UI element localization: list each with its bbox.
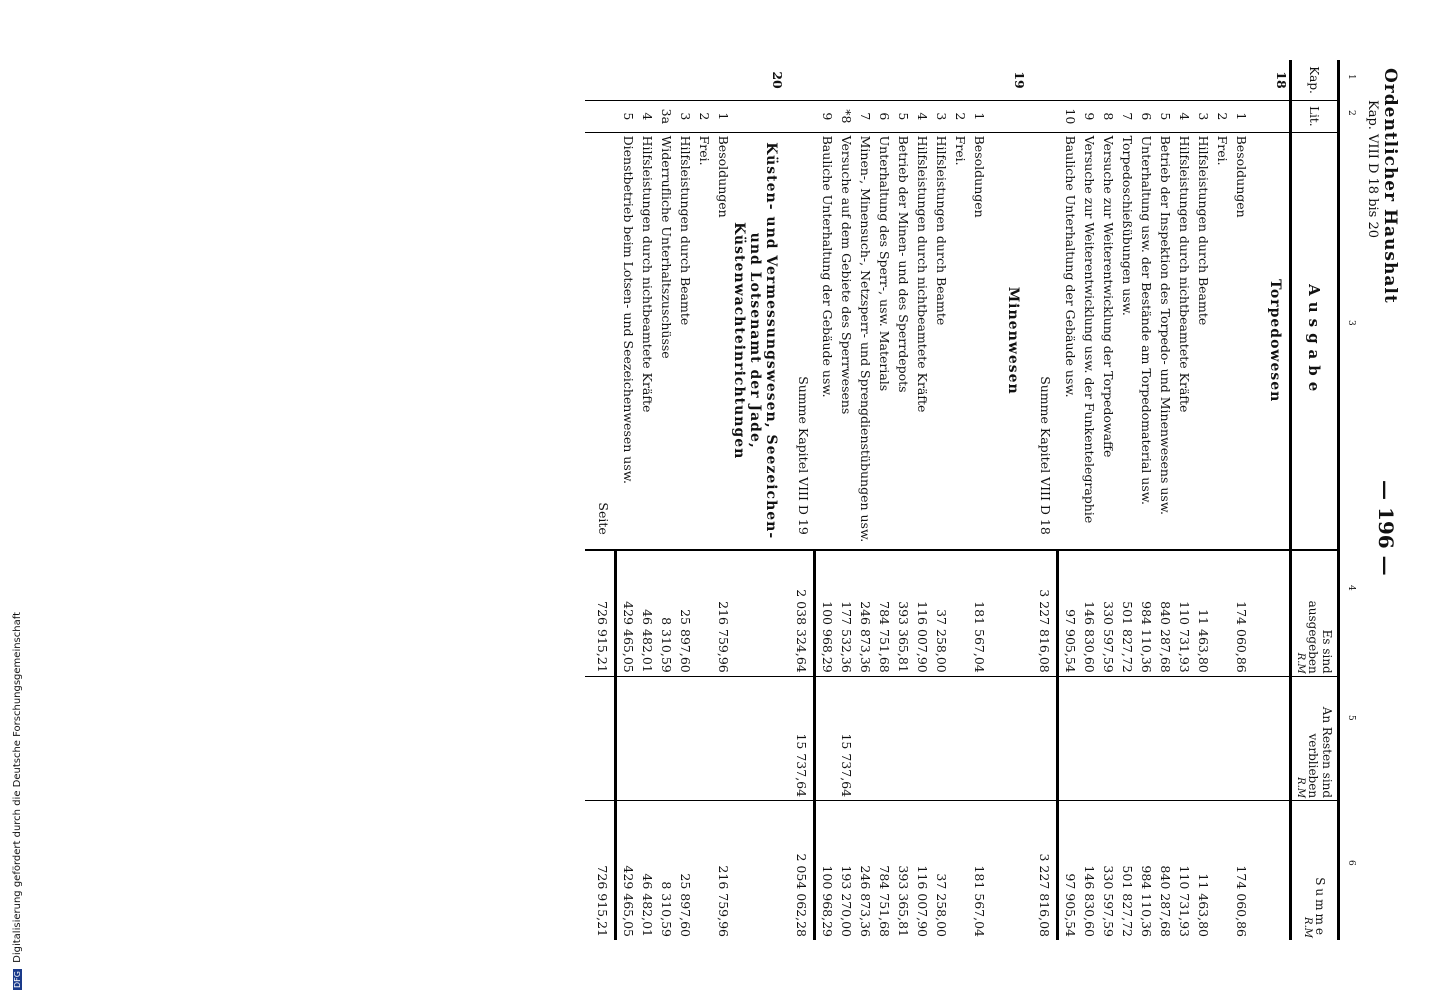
col-resten-label: An Resten sind verblieben [1306,706,1334,799]
row-description: Torpedoschießübungen usw. [1116,132,1135,550]
empty [1249,801,1291,940]
summe-value: 330 597,59 [1101,865,1116,937]
kap-empty [1154,60,1173,101]
lit-empty [988,101,1028,133]
col-number: 1 [1346,74,1356,80]
col-ausgabe: Ausgabe [1291,132,1339,550]
col-summe-label: Summe [1313,877,1327,938]
table-row [950,60,969,940]
kap-empty [893,60,912,101]
ausgegeben-value: 393 365,81 [893,550,912,676]
summe-value: 8 310,59 [659,881,674,937]
kap-empty [931,60,950,101]
kap-empty [586,60,616,101]
total-resten [1028,676,1058,800]
summe-value: 25 897,60 [678,873,693,937]
kap-empty [836,60,855,101]
kap-empty [636,60,655,101]
row-description: Minen-, Minensuch-, Netzsperr- und Sprengdienstübungen usw. [855,132,874,550]
kap-empty [815,60,836,101]
empty [731,550,785,676]
total-summe: 3 227 816,08 [1028,801,1058,940]
total-row [785,60,815,940]
ledger-table [586,60,1341,940]
col-resten [1291,676,1339,800]
lit-number: 2 [693,101,712,133]
summe-value: 97 905,54 [1063,873,1078,937]
ausgegeben-value: 146 830,60 [1078,550,1097,676]
row-description: Frei. [693,132,712,550]
lit-number: 1 [969,101,988,133]
table-row [1230,60,1249,940]
summe-value: 393 365,81 [896,865,912,937]
summe-value: 11 463,80 [1196,873,1211,937]
lit-number: 2 [1211,101,1230,133]
ausgegeben-value: 25 897,60 [674,550,693,676]
ledger-body [586,60,1291,940]
kap-empty [1135,60,1154,101]
ausgegeben-value: 181 567,04 [969,550,988,676]
ausgegeben-value: 177 532,36 [836,550,855,676]
resten-value [693,676,712,800]
kap-empty [674,60,693,101]
ausgegeben-value: 97 905,54 [1058,550,1079,676]
empty [988,550,1028,676]
row-description: Besoldungen [969,132,988,550]
row-description: Hilfsleistungen durch nichtbeamtete Kräfte [912,132,931,550]
row-description: Dienstbetrieb beim Lotsen- und Seezeichenwesen usw. [616,132,637,550]
section-title: Küsten- und Vermessungswesen, Seezeichen- und Lotsenamt der Jade, Küstenwachteinrichtungen [731,132,785,550]
table-row [1097,60,1116,940]
total-resten: 15 737,64 [785,676,815,800]
table-row [855,60,874,940]
col-ausgegeben [1291,550,1339,676]
summe-value: 429 465,05 [621,865,636,937]
row-description: Versuche zur Weiterentwicklung usw. der Funkentelegraphie [1078,132,1097,550]
summe-value: 100 968,29 [820,865,836,937]
summe-value: 37 258,00 [934,873,950,937]
total-ausgegeben: 2 038 324,64 [785,550,815,676]
lit-number: 7 [1116,101,1135,133]
empty [731,801,785,940]
currency-label: R.M [1295,777,1306,799]
footer-text: Digitalisierung gefördert durch die Deutsche Forschungsgemeinschaft [12,612,23,963]
ausgegeben-value [950,550,969,676]
resten-value: 15 737,64 [836,676,855,800]
total-summe: 726 915,21 [586,801,616,940]
page-number: — 196 — [1374,480,1398,576]
resten-value [1058,676,1079,800]
ausgegeben-value [693,550,712,676]
section-title-row [1249,60,1291,940]
ausgegeben-value: 984 110,36 [1135,550,1154,676]
total-resten [586,676,616,800]
row-description: Hilfsleistungen durch nichtbeamtete Kräfte [636,132,655,550]
resten-value [1097,676,1116,800]
ausgegeben-value: 37 258,00 [931,550,950,676]
page-header [1364,60,1400,940]
summe-value: 174 060,86 [1234,865,1249,937]
summe-value: 246 873,36 [858,865,874,937]
row-description: Betrieb der Inspektion des Torpedo- und Minenwesens usw. [1154,132,1173,550]
summe-value: 116 007,90 [915,865,931,937]
ausgegeben-value: 116 007,90 [912,550,931,676]
table-row [1192,60,1211,940]
table-row [693,60,712,940]
kap-empty [1078,60,1097,101]
lit-number: 4 [636,101,655,133]
table-row [893,60,912,940]
resten-value [1154,676,1173,800]
dfg-footer [12,590,23,990]
summe-value: 501 827,72 [1120,865,1135,937]
total-label: Summe Kapitel VIII D 19 [785,132,815,550]
row-description: Frei. [1211,132,1230,550]
kap-empty [1192,60,1211,101]
col-kap: Kap. [1291,60,1339,101]
table-row [616,60,637,940]
lit-number: 7 [855,101,874,133]
kap-empty [1116,60,1135,101]
section-title-row [731,60,785,940]
ausgegeben-value: 330 597,59 [1097,550,1116,676]
table-row [969,60,988,940]
empty [1249,550,1291,676]
summe-value: 110 731,93 [1177,865,1192,937]
col-ausgegeben-label: Es sind ausgegeben [1306,600,1334,674]
kap-number: 18 [1249,60,1291,101]
table-row [1173,60,1192,940]
lit-number: 6 [874,101,893,133]
kap-empty [1097,60,1116,101]
kap-empty [1028,60,1058,101]
section-title-row [988,60,1028,940]
lit-number: 5 [1154,101,1173,133]
lit-number: 10 [1058,101,1079,133]
lit-number: 3a [655,101,674,133]
row-description: Betrieb der Minen- und des Sperrdepots [893,132,912,550]
ausgegeben-value: 429 465,05 [616,550,637,676]
resten-value [1173,676,1192,800]
lit-number: 8 [1097,101,1116,133]
lit-empty [1249,101,1291,133]
summe-value: 984 110,36 [1139,865,1154,937]
ausgegeben-value: 46 482,01 [636,550,655,676]
ausgegeben-value: 840 287,68 [1154,550,1173,676]
row-description: Hilfsleistungen durch Beamte [1192,132,1211,550]
kap-empty [969,60,988,101]
table-row [636,60,655,940]
kap-empty [712,60,731,101]
ausgegeben-value: 8 310,59 [655,550,674,676]
dfg-logo: DFG [13,971,22,988]
row-description: Versuche zur Weiterentwicklung der Torpedowaffe [1097,132,1116,550]
resten-value [931,676,950,800]
kap-empty [1173,60,1192,101]
currency-label: R.M [1302,917,1313,938]
rotated-page [90,60,1400,940]
table-row [1058,60,1079,940]
summe-value: 216 759,96 [716,865,731,937]
lit-number: 1 [712,101,731,133]
table-row [931,60,950,940]
lit-number: 9 [815,101,836,133]
ausgegeben-value: 246 873,36 [855,550,874,676]
kap-empty [616,60,637,101]
resten-value [636,676,655,800]
section-title: Torpedowesen [1249,132,1291,550]
lit-number: 4 [912,101,931,133]
col-number: 4 [1346,585,1356,591]
col-number: 6 [1346,860,1356,866]
lit-number: 9 [1078,101,1097,133]
col-lit: Lit. [1291,101,1339,133]
resten-value [655,676,674,800]
row-description: Bauliche Unterhaltung der Gebäude usw. [1058,132,1079,550]
table-row [1116,60,1135,940]
lit-empty [1028,101,1058,133]
col-number: 5 [1346,715,1356,721]
lit-number: *8 [836,101,855,133]
kap-empty [785,60,815,101]
ausgegeben-value: 216 759,96 [712,550,731,676]
ausgegeben-value: 11 463,80 [1192,550,1211,676]
row-description: Widerrufliche Unterhaltszuschüsse [655,132,674,550]
resten-value [815,676,836,800]
row-description: Besoldungen [712,132,731,550]
lit-empty [731,101,785,133]
resten-value [1116,676,1135,800]
row-description: Hilfsleistungen durch Beamte [674,132,693,550]
section-title: Minenwesen [988,132,1028,550]
total-ausgegeben: 726 915,21 [586,550,616,676]
summe-value: 840 287,68 [1158,865,1173,937]
lit-number: 1 [1230,101,1249,133]
resten-value [1211,676,1230,800]
resten-value [1078,676,1097,800]
summe-value: 181 567,04 [972,865,988,937]
lit-number: 3 [931,101,950,133]
kap-empty [1211,60,1230,101]
resten-value [969,676,988,800]
kap-number: 20 [731,60,785,101]
total-label: Summe Kapitel VIII D 18 [1028,132,1058,550]
kap-empty [693,60,712,101]
table-row [712,60,731,940]
summe-value [1211,801,1230,940]
lit-number: 5 [893,101,912,133]
kap-empty [912,60,931,101]
lit-number: 3 [1192,101,1211,133]
total-label: Seite [586,132,616,550]
table-row [836,60,855,940]
total-row [1028,60,1058,940]
resten-value [893,676,912,800]
currency-label: R.M [1295,652,1306,674]
summe-value: 46 482,01 [640,873,655,937]
resten-value [674,676,693,800]
row-description: Besoldungen [1230,132,1249,550]
lit-empty [785,101,815,133]
ausgegeben-value: 100 968,29 [815,550,836,676]
empty [988,801,1028,940]
total-ausgegeben: 3 227 816,08 [1028,550,1058,676]
kap-empty [1230,60,1249,101]
header-row [1291,60,1339,940]
lit-number: 3 [674,101,693,133]
kap-empty [950,60,969,101]
resten-value [1192,676,1211,800]
ausgegeben-value: 501 827,72 [1116,550,1135,676]
lit-number: 2 [950,101,969,133]
resten-value [1135,676,1154,800]
lit-empty [586,101,616,133]
row-description: Unterhaltung des Sperr-, usw. Materials [874,132,893,550]
table-row [912,60,931,940]
col-number: 3 [1346,320,1356,326]
column-numbers [1342,60,1356,940]
kap-empty [874,60,893,101]
resten-value [874,676,893,800]
ausgegeben-value [1211,550,1230,676]
table-row [1078,60,1097,940]
ausgegeben-value: 784 751,68 [874,550,893,676]
total-summe: 2 054 062,28 [785,801,815,940]
table-row [674,60,693,940]
summe-value: 146 830,60 [1082,865,1097,937]
row-description: Hilfsleistungen durch Beamte [931,132,950,550]
table-row [1211,60,1230,940]
kap-empty [655,60,674,101]
resten-value [855,676,874,800]
summe-value [950,801,969,940]
table-row [815,60,836,940]
resten-value [616,676,637,800]
table-row [874,60,893,940]
resten-value [950,676,969,800]
summe-value [693,801,712,940]
total-row [586,60,616,940]
row-description: Unterhaltung usw. der Bestände am Torpedomaterial usw. [1135,132,1154,550]
lit-number: 4 [1173,101,1192,133]
page-title: Ordentlicher Haushalt [1380,68,1400,304]
page-subtitle: Kap. VIII D 18 bis 20 [1365,100,1380,239]
table-row [1135,60,1154,940]
col-number: 2 [1346,110,1356,116]
col-summe [1291,801,1339,940]
row-description: Bauliche Unterhaltung der Gebäude usw. [815,132,836,550]
summe-value: 193 270,00 [839,865,855,937]
resten-value [1230,676,1249,800]
resten-value [912,676,931,800]
summe-value: 784 751,68 [877,865,893,937]
table-row [655,60,674,940]
kap-empty [855,60,874,101]
row-description: Versuche auf dem Gebiete des Sperrwesens [836,132,855,550]
kap-empty [1058,60,1079,101]
table-row [1154,60,1173,940]
kap-number: 19 [988,60,1028,101]
empty [1249,676,1291,800]
ausgegeben-value: 174 060,86 [1230,550,1249,676]
resten-value [712,676,731,800]
lit-number: 6 [1135,101,1154,133]
ausgegeben-value: 110 731,93 [1173,550,1192,676]
empty [731,676,785,800]
row-description: Hilfsleistungen durch nichtbeamtete Kräfte [1173,132,1192,550]
empty [988,676,1028,800]
row-description: Frei. [950,132,969,550]
lit-number: 5 [616,101,637,133]
